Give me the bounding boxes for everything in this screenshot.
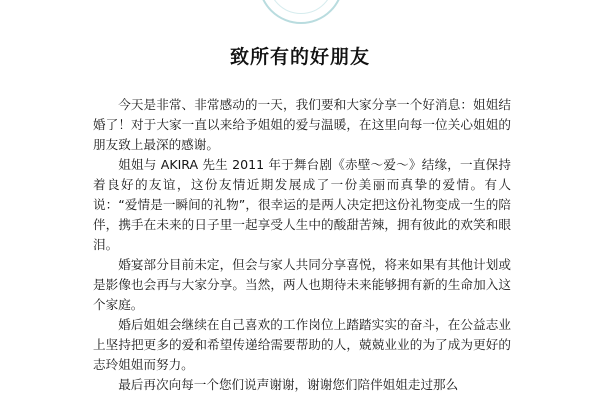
paragraph-4: 婚后姐姐会继续在自己喜欢的工作岗位上踏踏实实的奋斗，在公益志业上坚持把更多的爱和希望传递给需要帮助的人，兢兢业业的为了成为更好的志玲姐姐而努力。 xyxy=(93,317,511,372)
paragraph-2: 姐姐与 AKIRA 先生 2011 年于舞台剧《赤壁～爱～》结缘，一直保持着良好的友谊，这份友情近期发展成了一份美丽而真挚的爱情。有人说：“爱情是一瞬间的礼物”，很幸运的是两人决定把这份礼物变成一生的陪伴，携手在未来的日子里一起享受人生中的酸甜苦辣，拥有彼此的欢笑和眼泪。 xyxy=(93,157,511,252)
letter-body xyxy=(93,95,511,395)
paragraph-5: 最后再次向每一个您们说声谢谢，谢谢您们陪伴姐姐走过那么 xyxy=(118,377,459,392)
paragraph-3: 婚宴部分目前未定，但会与家人共同分享喜悦，将来如果有其他计划或是影像也会再与大家分享。当然，两人也期待未来能够拥有新的生命加入这个家庭。 xyxy=(93,257,511,312)
page-title: 致所有的好朋友 xyxy=(229,46,370,68)
paragraph-1: 今天是非常、非常感动的一天，我们要和大家分享一个好消息：姐姐结婚了！对于大家一直以来给予姐姐的爱与温暖，在这里向每一位关心姐姐的朋友致上最深的感谢。 xyxy=(93,97,511,152)
